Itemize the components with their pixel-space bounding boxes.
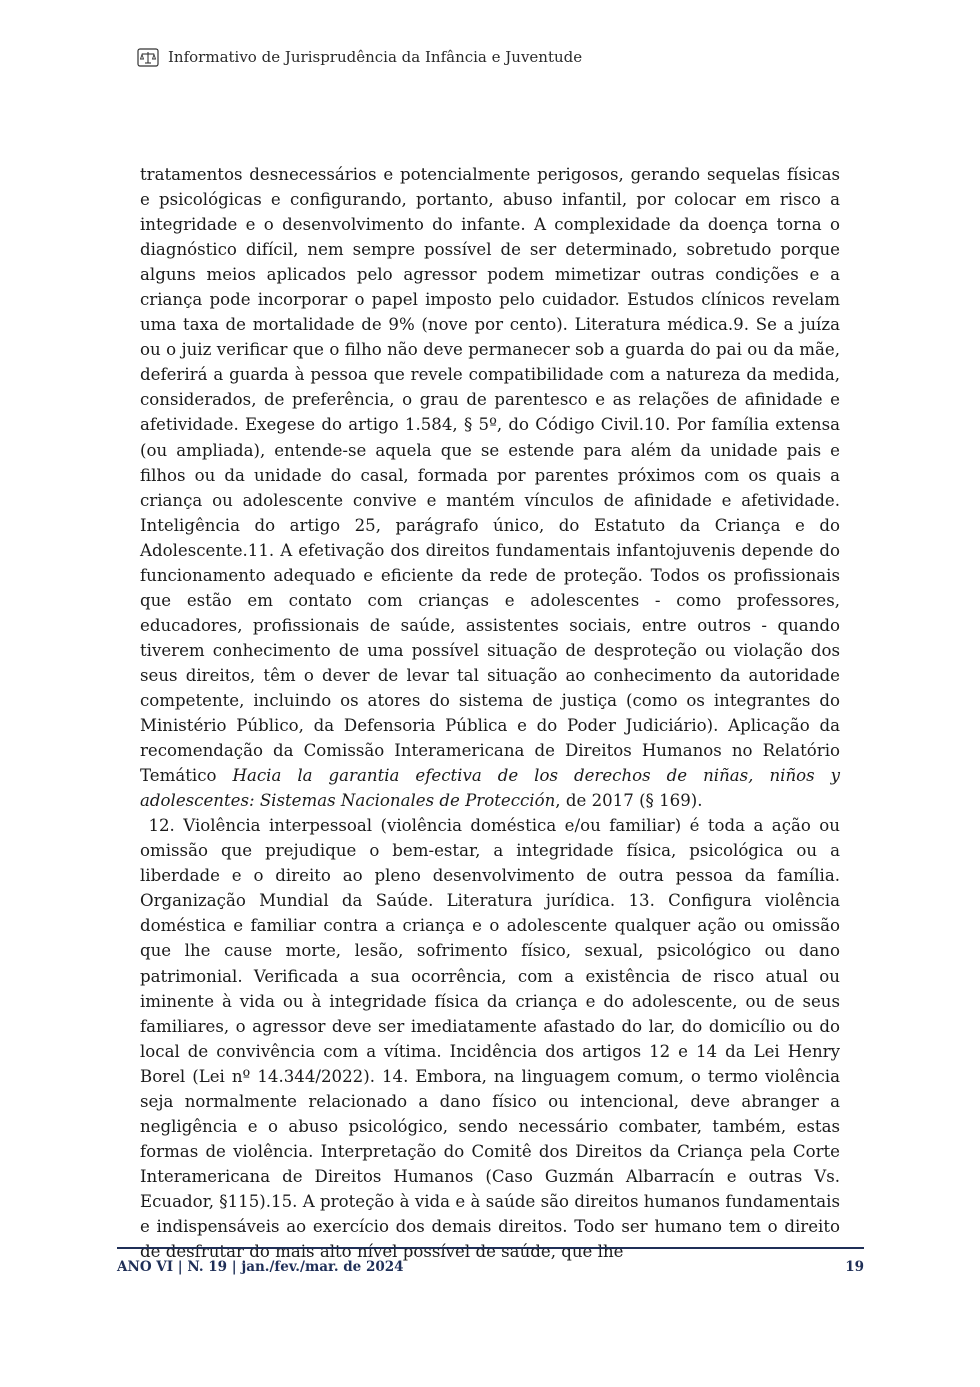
paragraph xyxy=(140,162,840,813)
body-text xyxy=(140,162,846,1264)
footer-divider xyxy=(117,1247,864,1249)
footer-issue: ANO VI | N. 19 | jan./fev./mar. de 2024 xyxy=(117,1259,404,1275)
page-number: 19 xyxy=(845,1259,864,1275)
paragraph xyxy=(140,813,846,1264)
paragraph-text: tratamentos desnecessários e potencialmente perigosos, gerando sequelas físicas e psicológicas e configurando, portanto, abuso infantil, por colocar em risco a integridade e o desenvolvimento do infante. A complexidade da doença torna o diagnóstico difícil, nem sempre possível de ser determinado, sobretudo porque alguns meios aplicados pelo agressor podem mimetizar outras condições e a criança pode incorporar o papel imposto pelo cuidador. Estudos clínicos revelam uma taxa de mortalidade de 9% (nove por cento). Literatura médica.9. Se a juíza ou o juiz verificar que o filho não deve permanecer sob a guarda do pai ou da mãe, deferirá a guarda à pessoa que revele compatibilidade com a natureza da medida, considerados, de preferência, o grau de parentesco e as relações de afinidade e afetividade. Exegese do artigo 1.584, § 5º, do Código Civil.10. Por família extensa (ou ampliada), entende-se aquela que se estende para além da unidade pais e filhos ou da unidade do casal, formada por parentes próximos com os quais a criança ou adolescente convive e mantém vínculos de afinidade e afetividade. Inteligência do artigo 25, parágrafo único, do Estatuto da Criança e do Adolescente.11. A efetivação dos direitos fundamentais infantojuvenis depende do funcionamento adequado e eficiente da rede de proteção. Todos os profissionais que estão em contato com crianças e adolescentes - como professores, educadores, profissionais de saúde, assistentes sociais, entre outros - quando tiverem conhecimento de uma possível situação de desproteção ou violação dos seus direitos, têm o dever de levar tal situação ao conhecimento da autoridade competente, incluindo os atores do sistema de justiça (como os integrantes do Ministério Público, da Defensoria Pública e do Poder Judiciário). Aplicação da recomendação da Comissão Interamericana de Direitos Humanos no Relatório Temático xyxy=(140,165,840,786)
italic-title: Hacia la garantia efectiva de los derechos de niñas, niños y adolescentes: Sistemas Nacionales de Protección xyxy=(140,766,840,811)
page-header xyxy=(137,44,582,70)
paragraph-text: , de 2017 (§ 169). xyxy=(555,791,703,811)
header-title: Informativo de Jurisprudência da Infância e Juventude xyxy=(168,48,583,66)
scales-of-justice-icon xyxy=(137,46,159,68)
paragraph-text: 12. Violência interpessoal (violência doméstica e/ou familiar) é toda a ação ou omissão que prejudique o bem-estar, a integridade física, psicológica ou a liberdade e o direito ao pleno desenvolvimento de outra pessoa da família. Organização Mundial da Saúde. Literatura jurídica. 13. Configura violência doméstica e familiar contra a criança e o adolescente qualquer ação ou omissão que lhe cause morte, lesão, sofrimento físico, sexual, psicológico ou dano patrimonial. Verificada a sua ocorrência, com a existência de risco atual ou iminente à vida ou à integridade física da criança e do adolescente, ou de seus familiares, o agressor deve ser imediatamente afastado do lar, do domicílio ou do local de convivência com a vítima. Incidência dos artigos 12 e 14 da Lei Henry Borel (Lei nº 14.344/2022). 14. Embora, na linguagem comum, o termo violência seja normalmente relacionado a dano físico ou intencional, deve abranger a negligência e o abuso psicológico, sendo necessário combater, também, estas formas de violência. Interpretação do Comitê dos Direitos da Criança pela Corte Interamericana de Direitos Humanos (Caso Guzmán Albarracín e outras Vs. Ecuador, §115).15. A proteção à vida e à saúde são direitos humanos fundamentais e indispensáveis ao exercício dos demais direitos. Todo ser humano tem o direito de desfrutar do mais alto nível possível de saúde, que lhe xyxy=(140,816,846,1262)
